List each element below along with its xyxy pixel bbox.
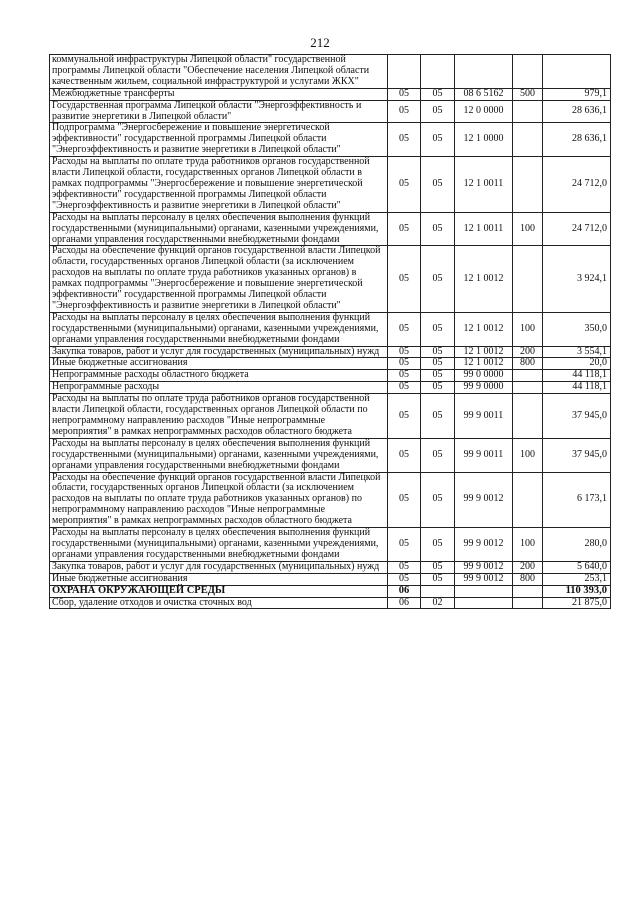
table-row bbox=[50, 246, 611, 312]
cell-description: Подпрограмма "Энергосбережение и повышение энергетической эффективности" государственной программы Липецкой области "Энергоэффективность и развитие энергетики в Липецкой области" bbox=[50, 123, 388, 157]
cell-expense-type: 200 bbox=[513, 561, 543, 573]
cell-expense-type bbox=[513, 55, 543, 89]
cell-amount: 3 554,1 bbox=[543, 346, 611, 358]
cell-subsection: 05 bbox=[421, 358, 455, 370]
cell-description: Сбор, удаление отходов и очистка сточных вод bbox=[50, 597, 388, 609]
cell-subsection: 05 bbox=[421, 382, 455, 394]
table-row bbox=[50, 597, 611, 609]
cell-target-item: 99 9 0011 bbox=[455, 394, 513, 439]
table-row bbox=[50, 585, 611, 597]
cell-expense-type bbox=[513, 585, 543, 597]
cell-target-item: 12 0 0000 bbox=[455, 100, 513, 123]
cell-amount: 44 118,1 bbox=[543, 382, 611, 394]
cell-amount: 28 636,1 bbox=[543, 123, 611, 157]
cell-description: Межбюджетные трансферты bbox=[50, 88, 388, 100]
cell-amount: 979,1 bbox=[543, 88, 611, 100]
cell-description: Непрограммные расходы областного бюджета bbox=[50, 370, 388, 382]
cell-section: 05 bbox=[388, 528, 421, 562]
table-row bbox=[50, 123, 611, 157]
cell-description: Расходы на выплаты по оплате труда работников органов государственной власти Липецкой области, государственных органов Липецкой области по непрограммному направлению расходов "Иные непрограммные мероприятия" в рамках непрограммных расходов областного бюджета bbox=[50, 394, 388, 439]
cell-subsection: 05 bbox=[421, 528, 455, 562]
cell-expense-type: 100 bbox=[513, 528, 543, 562]
cell-target-item: 99 9 0012 bbox=[455, 472, 513, 528]
cell-amount: 253,1 bbox=[543, 573, 611, 585]
table-row bbox=[50, 212, 611, 246]
cell-subsection: 05 bbox=[421, 438, 455, 472]
cell-subsection: 02 bbox=[421, 597, 455, 609]
cell-subsection: 05 bbox=[421, 88, 455, 100]
table-row bbox=[50, 358, 611, 370]
cell-subsection: 05 bbox=[421, 370, 455, 382]
cell-amount: 6 173,1 bbox=[543, 472, 611, 528]
table-row bbox=[50, 382, 611, 394]
cell-description: Непрограммные расходы bbox=[50, 382, 388, 394]
cell-description: Государственная программа Липецкой области "Энергоэффективность и развитие энергетики в Липецкой области" bbox=[50, 100, 388, 123]
cell-section: 06 bbox=[388, 585, 421, 597]
cell-subsection: 05 bbox=[421, 346, 455, 358]
cell-expense-type: 200 bbox=[513, 346, 543, 358]
cell-amount: 280,0 bbox=[543, 528, 611, 562]
cell-section: 05 bbox=[388, 212, 421, 246]
cell-section: 05 bbox=[388, 123, 421, 157]
cell-subsection: 05 bbox=[421, 472, 455, 528]
cell-target-item: 99 0 0000 bbox=[455, 370, 513, 382]
cell-description: Закупка товаров, работ и услуг для государственных (муниципальных) нужд bbox=[50, 346, 388, 358]
cell-amount: 37 945,0 bbox=[543, 438, 611, 472]
cell-section: 05 bbox=[388, 88, 421, 100]
cell-target-item bbox=[455, 597, 513, 609]
cell-amount: 24 712,0 bbox=[543, 212, 611, 246]
cell-target-item: 12 1 0011 bbox=[455, 212, 513, 246]
cell-expense-type: 100 bbox=[513, 438, 543, 472]
cell-expense-type: 500 bbox=[513, 88, 543, 100]
cell-expense-type: 800 bbox=[513, 358, 543, 370]
cell-subsection: 05 bbox=[421, 157, 455, 213]
table-row bbox=[50, 346, 611, 358]
cell-description: Расходы на обеспечение функций органов государственной власти Липецкой области, государственных органов Липецкой области (за исключением расходов на выплаты по оплате труда работников указанных органов) в рамках подпрограммы "Энергосбережение и повышение энергетической эффективности" государственной программы Липецкой области "Энергоэффективность и развитие энергетики в Липецкой области" bbox=[50, 246, 388, 312]
table-row bbox=[50, 438, 611, 472]
cell-subsection: 05 bbox=[421, 573, 455, 585]
cell-expense-type bbox=[513, 157, 543, 213]
cell-target-item: 12 1 0012 bbox=[455, 358, 513, 370]
cell-expense-type bbox=[513, 394, 543, 439]
cell-amount: 24 712,0 bbox=[543, 157, 611, 213]
cell-description: Расходы на выплаты персоналу в целях обеспечения выполнения функций государственными (муниципальными) органами, казенными учреждениями, органами управления государственными внебюджетными фондами bbox=[50, 438, 388, 472]
cell-description: Расходы на выплаты персоналу в целях обеспечения выполнения функций государственными (муниципальными) органами, казенными учреждениями, органами управления государственными внебюджетными фондами bbox=[50, 212, 388, 246]
cell-amount: 3 924,1 bbox=[543, 246, 611, 312]
table-row bbox=[50, 394, 611, 439]
cell-section: 05 bbox=[388, 312, 421, 346]
cell-section: 05 bbox=[388, 100, 421, 123]
table-row bbox=[50, 561, 611, 573]
cell-expense-type: 800 bbox=[513, 573, 543, 585]
cell-amount: 350,0 bbox=[543, 312, 611, 346]
cell-expense-type bbox=[513, 370, 543, 382]
cell-subsection: 05 bbox=[421, 123, 455, 157]
cell-target-item: 99 9 0012 bbox=[455, 573, 513, 585]
cell-expense-type: 100 bbox=[513, 312, 543, 346]
cell-section: 06 bbox=[388, 597, 421, 609]
cell-section: 05 bbox=[388, 573, 421, 585]
cell-target-item: 12 1 0012 bbox=[455, 346, 513, 358]
table-row bbox=[50, 370, 611, 382]
table-row bbox=[50, 100, 611, 123]
cell-subsection bbox=[421, 585, 455, 597]
cell-amount: 21 875,0 bbox=[543, 597, 611, 609]
cell-subsection: 05 bbox=[421, 246, 455, 312]
cell-description: Иные бюджетные ассигнования bbox=[50, 573, 388, 585]
cell-section bbox=[388, 55, 421, 89]
cell-expense-type bbox=[513, 382, 543, 394]
cell-subsection: 05 bbox=[421, 312, 455, 346]
cell-subsection: 05 bbox=[421, 212, 455, 246]
cell-target-item: 12 1 0012 bbox=[455, 246, 513, 312]
cell-target-item: 99 9 0000 bbox=[455, 382, 513, 394]
cell-target-item: 12 1 0011 bbox=[455, 157, 513, 213]
cell-amount: 44 118,1 bbox=[543, 370, 611, 382]
cell-section: 05 bbox=[388, 370, 421, 382]
cell-description: Расходы на обеспечение функций органов государственной власти Липецкой области, государственных органов Липецкой области (за исключением расходов на выплаты по оплате труда работников указанных органов) по непрограммному направлению расходов "Иные непрограммные мероприятия" в рамках непрограммных расходов областного бюджета bbox=[50, 472, 388, 528]
cell-expense-type bbox=[513, 100, 543, 123]
cell-section: 05 bbox=[388, 346, 421, 358]
cell-target-item bbox=[455, 55, 513, 89]
cell-section: 05 bbox=[388, 472, 421, 528]
cell-section: 05 bbox=[388, 561, 421, 573]
cell-amount: 110 393,0 bbox=[543, 585, 611, 597]
table-row bbox=[50, 157, 611, 213]
cell-section: 05 bbox=[388, 394, 421, 439]
cell-section: 05 bbox=[388, 246, 421, 312]
cell-amount bbox=[543, 55, 611, 89]
cell-description: коммунальной инфраструктуры Липецкой области" государственной программы Липецкой области "Обеспечение населения Липецкой области качественным жильем, социальной инфраструктурой и услугами ЖКХ" bbox=[50, 55, 388, 89]
cell-amount: 37 945,0 bbox=[543, 394, 611, 439]
cell-target-item: 12 1 0000 bbox=[455, 123, 513, 157]
cell-target-item: 99 9 0012 bbox=[455, 528, 513, 562]
cell-section: 05 bbox=[388, 382, 421, 394]
cell-description: Расходы на выплаты по оплате труда работников органов государственной власти Липецкой области, государственных органов Липецкой области в рамках подпрограммы "Энергосбережение и повышение энергетической эффективности" государственной программы Липецкой области "Энергоэффективность и развитие энергетики в Липецкой области" bbox=[50, 157, 388, 213]
table-row bbox=[50, 312, 611, 346]
cell-expense-type bbox=[513, 123, 543, 157]
cell-section: 05 bbox=[388, 157, 421, 213]
cell-section: 05 bbox=[388, 358, 421, 370]
cell-description: Иные бюджетные ассигнования bbox=[50, 358, 388, 370]
budget-table-body bbox=[50, 55, 611, 609]
cell-description: ОХРАНА ОКРУЖАЮЩЕЙ СРЕДЫ bbox=[50, 585, 388, 597]
table-row bbox=[50, 573, 611, 585]
cell-subsection: 05 bbox=[421, 100, 455, 123]
cell-expense-type bbox=[513, 597, 543, 609]
cell-subsection bbox=[421, 55, 455, 89]
cell-target-item: 99 9 0012 bbox=[455, 561, 513, 573]
cell-description: Расходы на выплаты персоналу в целях обеспечения выполнения функций государственными (муниципальными) органами, казенными учреждениями, органами управления государственными внебюджетными фондами bbox=[50, 312, 388, 346]
cell-amount: 5 640,0 bbox=[543, 561, 611, 573]
cell-expense-type bbox=[513, 246, 543, 312]
cell-target-item: 12 1 0012 bbox=[455, 312, 513, 346]
table-row bbox=[50, 528, 611, 562]
page-number: 212 bbox=[310, 35, 330, 50]
cell-target-item: 08 6 5162 bbox=[455, 88, 513, 100]
cell-target-item bbox=[455, 585, 513, 597]
cell-section: 05 bbox=[388, 438, 421, 472]
cell-subsection: 05 bbox=[421, 561, 455, 573]
table-row bbox=[50, 88, 611, 100]
table-row bbox=[50, 472, 611, 528]
cell-description: Закупка товаров, работ и услуг для государственных (муниципальных) нужд bbox=[50, 561, 388, 573]
cell-expense-type: 100 bbox=[513, 212, 543, 246]
budget-table bbox=[49, 54, 611, 609]
cell-description: Расходы на выплаты персоналу в целях обеспечения выполнения функций государственными (муниципальными) органами, казенными учреждениями, органами управления государственными внебюджетными фондами bbox=[50, 528, 388, 562]
cell-amount: 20,0 bbox=[543, 358, 611, 370]
cell-expense-type bbox=[513, 472, 543, 528]
cell-amount: 28 636,1 bbox=[543, 100, 611, 123]
cell-subsection: 05 bbox=[421, 394, 455, 439]
cell-target-item: 99 9 0011 bbox=[455, 438, 513, 472]
table-row bbox=[50, 55, 611, 89]
